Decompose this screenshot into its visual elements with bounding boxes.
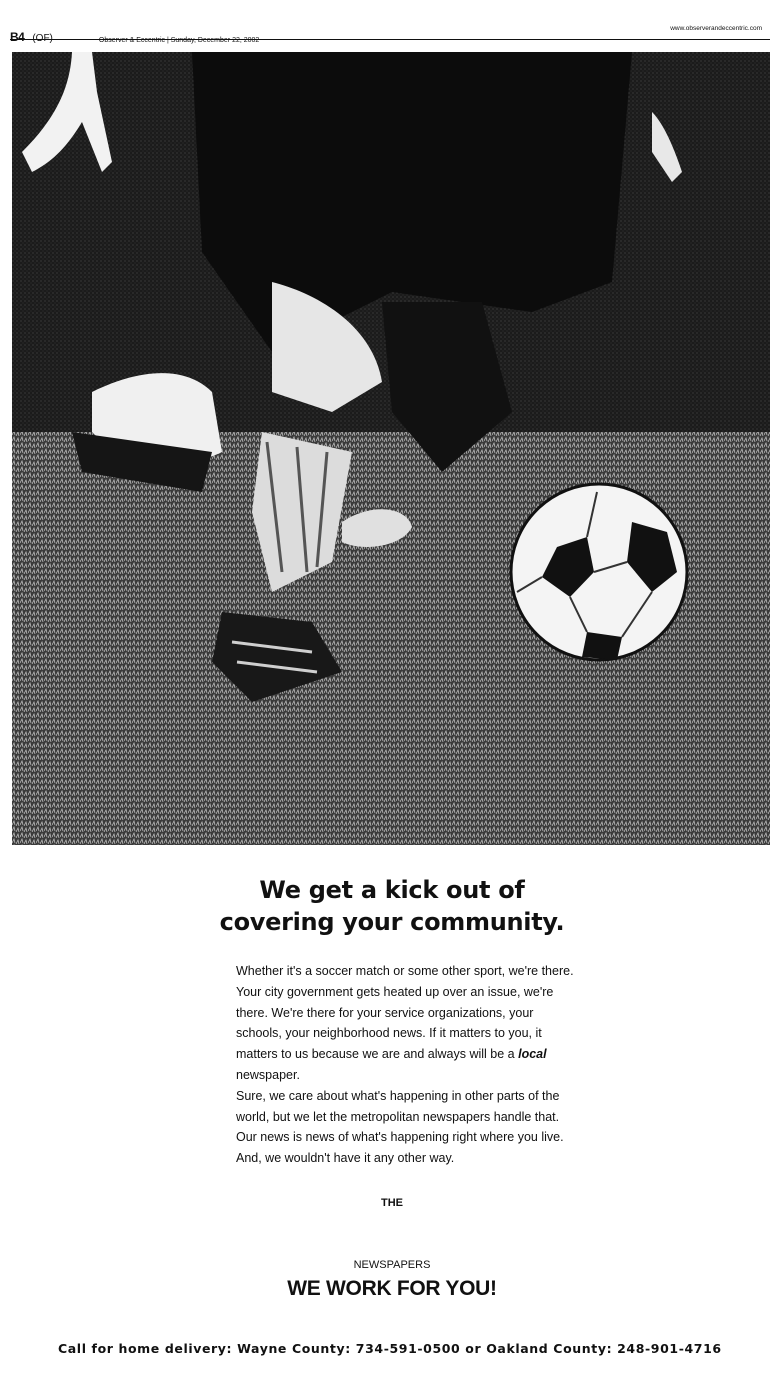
body-paragraph-2: Sure, we care about what's happening in other parts of the world, but we let the metropolitan newspapers handle that. Our news is news of what's happening right where you live. — [236, 1088, 564, 1145]
page-number: B4 — [10, 30, 25, 44]
page-header — [10, 30, 259, 44]
body-paragraph-3: And, we wouldn't have it any other way. — [236, 1151, 455, 1166]
body-paragraph-1 — [236, 961, 576, 1086]
website-url: www.observerandeccentric.com — [670, 25, 762, 32]
ad-tagline: WE WORK FOR YOU! — [287, 1277, 497, 1300]
delivery-info: Call for home delivery: Wayne County: 734-591-0500 or Oakland County: 248-901-4716 — [58, 1341, 722, 1356]
soccer-illustration — [12, 52, 770, 845]
header-rule — [10, 39, 770, 40]
ad-headline — [150, 874, 634, 938]
section-code: (OF) — [32, 33, 53, 44]
body-text-1: Whether it's a soccer match or some other sport, we're there. Your city government gets heated up over an issue, we're there. We're there for your service organizations, your schools, your neighborhood news. If it matters to you, it matters to us because we are and always will be a — [236, 964, 574, 1062]
soccer-ball-icon — [511, 484, 687, 660]
brand-label-bottom: NEWSPAPERS — [353, 1259, 431, 1271]
headline-line-1: We get a kick out of — [259, 876, 525, 904]
ad-body — [236, 961, 576, 1169]
soccer-photo — [12, 52, 770, 845]
headline-line-2: covering your community. — [219, 908, 565, 936]
brand-label-top: THE — [381, 1197, 403, 1209]
masthead-line: Observer & Eccentric | Sunday, December 22, 2002 — [98, 37, 260, 44]
emphasis-local: local — [518, 1047, 547, 1062]
body-text-1-end: newspaper. — [236, 1067, 300, 1082]
